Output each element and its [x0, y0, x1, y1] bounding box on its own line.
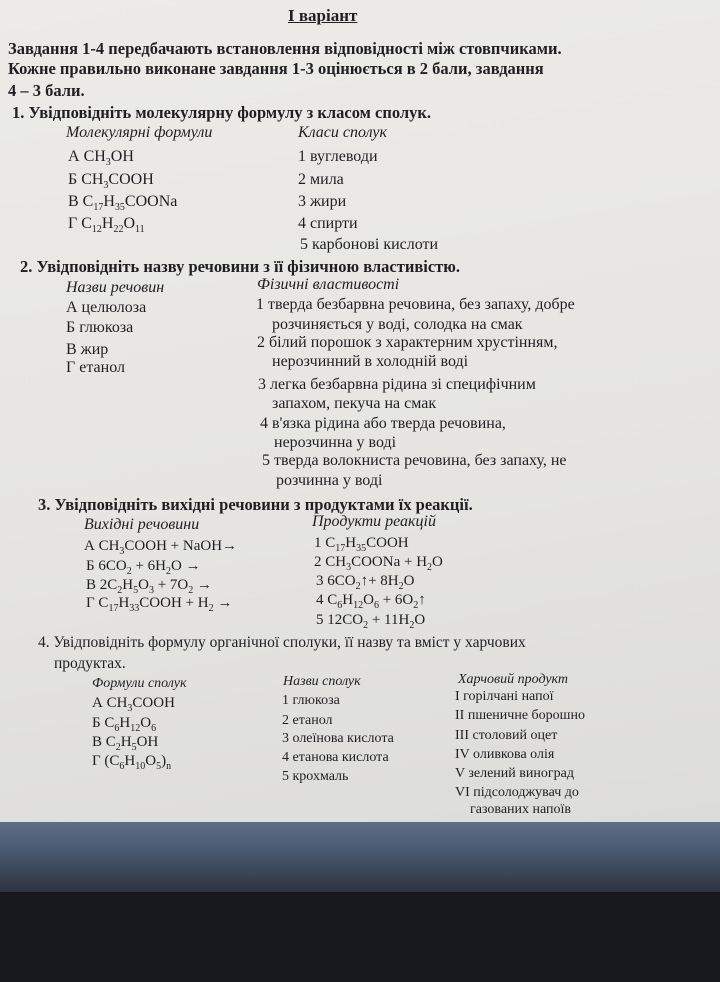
instructions-line-2: Кожне правильно виконане завдання 1-3 оцінюється в 2 бали, завдання — [8, 59, 544, 78]
task2-right-line: 4 в'язка рідина або тверда речовина, — [260, 415, 506, 432]
task4-col1-item: Б $C_6H_{12}O_6$ — [92, 715, 157, 734]
task4-col2-item: 5 крохмаль — [282, 769, 349, 784]
task1-left-header: Молекулярні формули — [66, 124, 213, 141]
task4-col2-item: 3 олеїнова кислота — [282, 731, 394, 746]
task4-col3-item: ІV оливкова олія — [455, 747, 555, 762]
task2-right-line: нерозчинний в холодній воді — [272, 353, 469, 370]
task3-right-header: Продукти реакцій — [312, 513, 436, 530]
dark-background — [0, 892, 720, 982]
variant-title: І варіант — [288, 6, 358, 25]
task1-right-header: Класи сполук — [298, 124, 387, 141]
task4-col3-item: ІІ пшеничне борошно — [455, 708, 585, 723]
task2-right-line: запахом, пекуча на смак — [272, 395, 437, 412]
task1-left-item: В $C_{17}H_{35}COONa$ — [68, 193, 178, 214]
task1-left-item: А $CH_3OH$ — [68, 148, 134, 169]
task3-left-item: А $CH_3COOH$ + NaOH→ — [84, 538, 238, 557]
task4-col2-item: 4 етанова кислота — [282, 750, 389, 765]
task2-right-line: розчинна у воді — [276, 472, 383, 489]
task2-right-header: Фізичні властивості — [257, 276, 400, 293]
task4-col1-header: Формули сполук — [92, 676, 187, 691]
task3-left-item: Г $C_{17}H_{33}COOH + H_2$ → — [86, 595, 233, 614]
task2-right-line: 2 білий порошок з характерним хрустінням, — [257, 334, 558, 351]
task2-right-line: нерозчинна у воді — [274, 434, 397, 451]
task4-col1-item: А $CH_3COOH$ — [92, 695, 175, 714]
task1-right-item: 3 жири — [298, 193, 347, 210]
task2-right-line: 5 тверда волокниста речовина, без запаху, не — [262, 452, 567, 469]
task4-col3-item: І горілчані напої — [455, 689, 554, 704]
task2-right-line: розчиняється у воді, солодка на смак — [272, 316, 523, 333]
task2-left-item: Г етанол — [66, 359, 125, 376]
task1-left-item: Б $CH_3COOH$ — [68, 171, 154, 192]
task3-right-item: 1 $C_{17}H_{35}COOH$ — [314, 535, 409, 554]
task2-right-line: 1 тверда безбарвна речовина, без запаху, добре — [256, 296, 575, 313]
task4-col3-item: ІІІ столовий оцет — [455, 728, 558, 743]
task3-left-header: Вихідні речовини — [84, 516, 200, 533]
task2-right-line: 3 легка безбарвна рідина зі специфічним — [258, 376, 536, 393]
task4-col2-item: 1 глюкоза — [282, 693, 340, 708]
task2-left-item: В жир — [66, 341, 109, 358]
task4-col1-item: Г $(C_6H_{10}O_5)_n$ — [92, 753, 172, 772]
task2-left-header: Назви речовин — [66, 279, 165, 296]
task4-col3-item: V зелений виноград — [455, 766, 574, 781]
task4-prompt-line-2: продуктах. — [54, 655, 126, 672]
task1-right-item: 4 спирти — [298, 215, 358, 232]
task2-prompt: 2. Увідповідніть назву речовини з її фізичною властивістю. — [20, 257, 461, 276]
desk-shadow — [0, 822, 720, 892]
task3-right-item: 4 $C_6H_{12}O_6$ + $6O_2↑$ — [316, 592, 426, 611]
task1-prompt: 1. Увідповідніть молекулярну формулу з класом сполук. — [12, 103, 432, 122]
task1-right-item: 5 карбонові кислоти — [300, 236, 439, 253]
task4-prompt-line-1: 4. Увідповідніть формулу органічної сполуки, її назву та вміст у харчових — [38, 634, 526, 651]
task4-col2-header: Назви сполук — [283, 674, 361, 689]
task4-col3-header: Харчовий продукт — [458, 672, 569, 687]
task2-left-item: А целюлоза — [66, 299, 147, 316]
task4-col3-item: газованих напоїв — [470, 802, 572, 817]
task3-left-item: В $2C_2H_5O_3 + 7O_2$ → — [86, 577, 212, 596]
task4-col1-item: В $C_2H_5OH$ — [92, 734, 159, 753]
task4-col2-item: 2 етанол — [282, 713, 333, 728]
task1-left-item: Г $C_{12}H_{22}O_{11}$ — [68, 215, 145, 236]
instructions-line-1: Завдання 1-4 передбачають встановлення відповідності між стовпчиками. — [8, 39, 562, 58]
task1-right-item: 2 мила — [298, 171, 344, 188]
task4-col3-item: VІ підсолоджувач до — [455, 785, 579, 800]
task3-right-item: 5 $12CO_2 + 11H_2O$ — [316, 612, 426, 631]
task3-left-item: Б $6CO_2 + 6H_2O$ → — [86, 558, 201, 577]
instructions-line-3: 4 – 3 бали. — [8, 81, 85, 100]
task3-prompt: 3. Увідповідніть вихідні речовини з продуктами їх реакції. — [38, 495, 473, 514]
task2-left-item: Б глюкоза — [66, 319, 134, 336]
task3-right-item: 3 $6CO_2↑+ 8H_2O$ — [316, 573, 415, 592]
task3-right-item: 2 $CH_3COONa + H_2O$ — [314, 554, 443, 573]
task1-right-item: 1 вуглеводи — [298, 148, 378, 165]
